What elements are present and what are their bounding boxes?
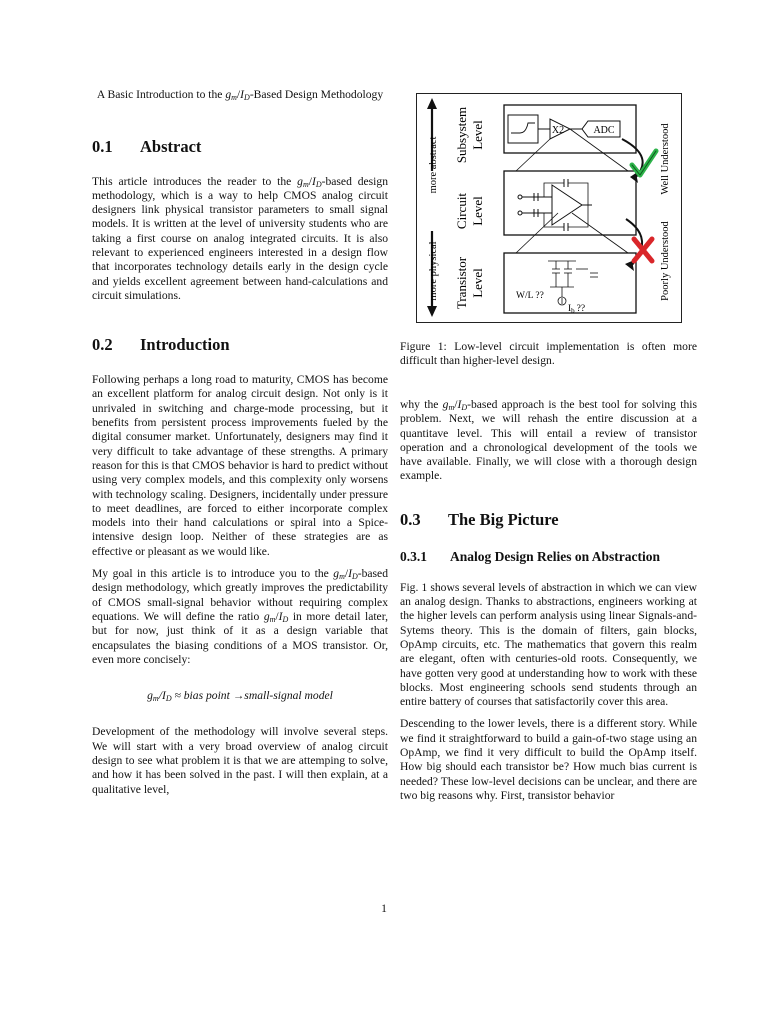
poorly-understood-label: Poorly Understood	[660, 221, 671, 301]
right-column	[400, 398, 697, 803]
axis-bottom-label: more physical	[428, 241, 439, 301]
level-label-transistor-2: Level	[470, 268, 485, 298]
intro-paragraph-1: Following perhaps a long road to maturity, CMOS has become an excellent platform for analog circuit design. Not only is it unrivaled in switching and charge-mode processing, but it benefits from persistent process improvements fueled by the digital consumer market. Unfortunately, designers may find it very difficult to take advantage of these strengths. A primary reason for this is that CMOS behavior is hard to predict without using very complex models, and this complexity only worsens with technology scaling. Designers, incidentally under pressure to meet deadlines, are forced to either incorporate complex models into their hand calculations or spiral into a Spice-intensive design loop. Neither of these strategies are as effective or pleasant as we would like.	[92, 373, 388, 558]
circuit-box	[504, 171, 636, 235]
adc-label: ADC	[593, 125, 615, 136]
big-picture-heading: 0.3 The Big Picture	[400, 509, 559, 529]
level-label-circuit-1: Circuit	[454, 192, 469, 230]
introduction-heading: 0.2 Introduction	[92, 335, 230, 355]
ib-label: $I_b$ ??	[568, 304, 586, 315]
page-number: 1	[381, 902, 387, 915]
intro-paragraph-3: Development of the methodology will involve several steps. We will start with a very broad overview of analog circuit design to see what problem it is that we are attemping to solve, and how it has been solved in the past. I will then explain, at a qualitative level,	[92, 725, 388, 796]
opamp-symbol	[552, 185, 582, 225]
big-picture-paragraph-2: Descending to the lower levels, there is a different story. While we find it straightforward to build a gain-of-two stage using an OpAmp, we find it very difficult to build the OpAmp itself. How big should each transistor be? How much bias current is needed? These low-level decisions can be unclear, and there are two big reasons why. First, transistor behavior	[400, 717, 697, 802]
level-label-circuit-2: Level	[470, 196, 485, 226]
level-label-subsystem-1: Subsystem	[454, 106, 469, 164]
wl-label: W/L ??	[516, 291, 544, 301]
figure-1	[416, 93, 682, 323]
abstraction-subheading: 0.3.1 Analog Design Relies on Abstraction	[400, 548, 661, 564]
axis-top-label: more abstract	[428, 136, 439, 194]
transistor-schematic	[548, 261, 598, 297]
gain-label: X2	[551, 125, 565, 136]
intro-paragraph-3-continued: why the $g_m/I_D$-based approach is the best tool for solving this problem. Next, we will rehash the entire discussion at a quantitave level. This will entail a review of transistor operation and a chronological development of the tools we have available. Finally, we will close with a thorough design example.	[400, 398, 697, 483]
left-column	[92, 88, 388, 797]
arrow-up-icon	[427, 98, 437, 109]
level-label-transistor-1: Transistor	[454, 256, 469, 310]
abstract-heading: 0.1 Abstract	[92, 136, 202, 156]
well-understood-label: Well Understood	[660, 123, 671, 195]
figure-caption: Figure 1: Low-level circuit implementation is often more difficult than higher-level design.	[400, 340, 697, 368]
abstract-text: This article introduces the reader to the $g_m/I_D$-based design methodology, which is a way to help CMOS analog circuit designers link physical transistor parameters to small signal models. It is written at the level of university students who are taking a first course on analog integrated circuits. It is also relevant to experienced engineers interested in a design flow that incorporates technology details early in the design cycle and yields excellent agreement between hand-calculations and circuit simulations.	[92, 174, 388, 302]
intro-paragraph-2: My goal in this article is to introduce you to the $g_m/I_D$-based design methodology, which greatly improves the predictability of CMOS small-signal behavior without requiring complex equations. We will define the ratio $g_m/I_D$ in more detail later, but for now, just think of it as a design variable that encapsulates the biasing conditions of a MOS transistor. Or, even more concisely:	[92, 567, 388, 666]
level-label-subsystem-2: Level	[470, 120, 485, 150]
paper-title: A Basic Introduction to the $g_m/I_D$-Based Design Methodology	[96, 88, 384, 102]
equation: $g_m/I_D$ ≈ bias point →small-signal model	[147, 689, 333, 704]
filter-icon	[511, 123, 535, 133]
big-picture-paragraph-1: Fig. 1 shows several levels of abstraction in which we can view an analog design. Thanks to abstractions, engineers working at the higher levels can perform analysis using linear Signals-and-Sytems theory. This is the domain of filters, gain blocks, OpAmp circuits, etc. The mathematics that govern this realm are elegant, often with centuries-old roots. Consequently, we have gotten very good at understanding how to work with these blocks. Most engineering schools send students through an entire battery of courses that satisfactorily cover this area.	[400, 580, 697, 709]
check-icon	[632, 151, 656, 175]
filter-block	[508, 115, 538, 143]
arrow-down-icon	[427, 306, 437, 317]
